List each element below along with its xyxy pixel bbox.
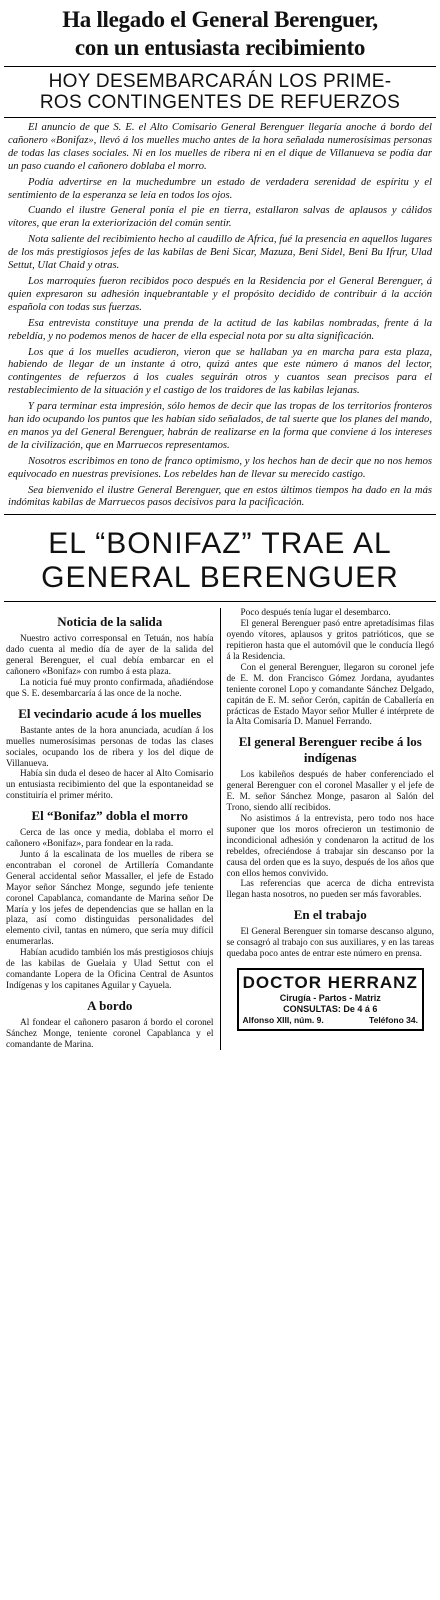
- main-headline-line1: Ha llegado el General Berenguer,: [62, 7, 378, 32]
- section-heading: A bordo: [87, 997, 133, 1013]
- column-paragraph: Bastante antes de la hora anunciada, acudían á los muelles numerosísimas personas de todas las clases sociales, ocupando los de ribera y los del dique de Villanueva.: [6, 725, 214, 769]
- column-paragraph: Nuestro activo corresponsal en Tetuán, nos había dado cuenta al medio día de ayer de la salida del general Berenguer, el cual debía embarcar en el cañonero «Bonifaz» con rumbo á esta plaza.: [6, 634, 214, 678]
- lead-paragraph: El anuncio de que S. E. el Alto Comisario General Berenguer llegaría anoche á bordo del cañonero «Bonifaz», llevó á los muelles mucho antes de la hora señalada numerosísimas personas de todas las clases sociales. Ni en los muelles de ribera ni en el dique de Villanueva se podía dar un paso cuando el cañonero doblaba el morro.: [8, 122, 432, 172]
- column-paragraph: Las referencias que acerca de dicha entrevista llegan hasta nosotros, no pueden ser más favorables.: [226, 879, 434, 901]
- second-headline-line1: EL “BONIFAZ” TRAE AL: [48, 527, 392, 561]
- subheadline: [4, 71, 436, 113]
- column-paragraph: Junto á la escalinata de los muelles de ribera se encontraban el coronel de Artillería Comandante General accidental señor Massaller, el jefe de Estado Mayor señor Sánchez Monge, segundo jefe teniente coronel Capablanca, comandante de Marina señor De María y los jefes de dependencias que se hallan en la plaza, así como distinguidas personalidades del elemento civil, tantas en número, que sería muy difícil enumerarlas.: [6, 849, 214, 948]
- ad-specialties: Cirugía - Partos - Matriz: [279, 992, 381, 1003]
- ad-phone: Teléfono 34.: [369, 1014, 418, 1025]
- divider: [4, 514, 436, 515]
- column-paragraph: Al fondear el cañonero pasaron á bordo el coronel Sánchez Monge, teniente coronel Capablanca y el comandante de Marina.: [6, 1017, 214, 1050]
- section-heading: El “Bonifaz” dobla el morro: [31, 808, 188, 824]
- lead-paragraph: Sea bienvenido el ilustre General Berenguer, que en estos últimos tiempos ha dado en la más indómitas kabilas de Marruecos pasos decisivos para la pacificación.: [8, 484, 432, 509]
- lead-paragraph: Los que á los muelles acudieron, vieron que se hallaban ya en marcha para esta plaza, habiendo de llegar de un instante á otro, quizá antes que este número á manos del lector, contingentes de refuerzos á los cuales seguirán otros y cuantos sean precisos para el restablecimiento de la situación y el castigo de los traidores de las kabilas lejanas.: [8, 346, 432, 397]
- column-paragraph: La noticia fué muy pronto confirmada, añadiéndose que S. E. desembarcaría á las once de la noche.: [6, 678, 214, 699]
- lead-article: [8, 122, 432, 510]
- section-heading: Noticia de la salida: [57, 614, 163, 630]
- lead-paragraph: Esa entrevista constituye una prenda de la actitud de las kabilas nombradas, frente á la rebeldía, y no podemos menos de hacer de ella especial nota por su alta significación.: [8, 317, 432, 342]
- subheadline-line1: HOY DESEMBARCARÁN LOS PRIME-: [48, 71, 392, 92]
- divider: [4, 66, 436, 67]
- left-column: [6, 608, 221, 1050]
- section-heading: El vecindario acude á los muelles: [18, 705, 202, 721]
- ad-name: DOCTOR HERRANZ: [242, 972, 418, 992]
- lead-paragraph: Nosotros escribimos en tono de franco optimismo, y los hechos han de decir que no nos hemos equivocado en nuestras previsiones. Los rebeldes han de llevar su merecido castigo.: [8, 455, 432, 480]
- lead-paragraph: Los marroquíes fueron recibidos poco después en la Residencia por el General Berenguer, á quien expresaron su adhesión inquebrantable y el propósito decidido de contribuir á la acción española con todas sus fuerzas.: [8, 275, 432, 313]
- lead-paragraph: Cuando el ilustre General ponía el pie en tierra, estallaron salvas de aplausos y cálidos vítores, que eran la exteriorización del común sentir.: [8, 205, 432, 230]
- column-paragraph: Poco después tenía lugar el desembarco.: [240, 608, 391, 619]
- column-paragraph: El general Berenguer pasó entre apretadísimas filas oyendo vítores, aplausos y gritos patrióticos, que se repitieron hasta que el automóvil que le conducía llegó á la Residencia.: [226, 619, 434, 662]
- column-paragraph: Habían acudido también los más prestigiosos chiujs de las kabilas de Guelaia y Ulad Settut con el comandante Lopera de la Oficina Central de Asuntos Indígenas y los capitanes Aguilar y Cayuela.: [6, 948, 214, 991]
- doctor-advertisement: [237, 968, 425, 1031]
- column-paragraph: No asistimos á la entrevista, pero todo nos hace suponer que los moros ofrecieron un testimonio de incondicional adhesión y condenaron la actitud de los rebeldes, ofreciéndose á trabajar sin descanso por la causa del orden que es la suyo, después de los años que con ellos hemos convivido.: [226, 813, 434, 879]
- column-paragraph: Había sin duda el deseo de hacer al Alto Comisario un entusiasta recibimiento del que la espontaneidad se constituiría el primer mérito.: [6, 769, 214, 802]
- article-columns: [6, 608, 434, 1050]
- column-paragraph: Los kabileños después de haber conferenciado el general Berenguer con el coronel Masaller y el jefe de E. M. señor Sánchez Monge, pasaron al Salón del Trono, siendo allí recibidos.: [226, 770, 434, 814]
- main-headline-line2: con un entusiasta recibimiento: [74, 35, 366, 60]
- lead-paragraph: Podía advertirse en la muchedumbre un estado de verdadera serenidad de espíritu y el sentimiento de la esperanza se leía en todos los ojos.: [8, 176, 432, 201]
- divider: [4, 117, 436, 118]
- section-heading: El general Berenguer recibe á los indígenas: [238, 734, 422, 766]
- subheadline-line2: ROS CONTINGENTES DE REFUERZOS: [39, 92, 401, 113]
- lead-paragraph: Nota saliente del recibimiento hecho al caudillo de Africa, fué la presencia en aquellos lugares de los más prestigiosos jefes de las kabilas de Beni Sicar, Mazuza, Beni Sidel, Beni Bu Ifrur, Ulad Settut, Ulat Chaid y otras.: [8, 234, 432, 272]
- divider: [4, 601, 436, 602]
- second-headline: [4, 527, 436, 595]
- lead-paragraph: Y para terminar esta impresión, sólo hemos de decir que las tropas de los territorios fronteros han ido ocupando los puntos que les habían sido señalados, de tal suerte que los planes del mando, en manos ya del General Berenguer, habrán de realizarse en la forma que conviene á los intereses de la civilización, que en Marruecos representamos.: [8, 401, 432, 451]
- second-headline-line2: GENERAL BERENGUER: [41, 561, 399, 595]
- ad-address: Alfonso XIII, núm. 9.: [242, 1014, 324, 1025]
- main-headline: [4, 6, 436, 62]
- ad-contact-row: [243, 1015, 419, 1026]
- column-paragraph: Cerca de las once y media, doblaba el morro el cañonero «Bonifaz», para fondear en la rada.: [6, 828, 214, 850]
- column-paragraph: El General Berenguer sin tomarse descanso alguno, se consagró al trabajo con sus auxiliares, y en las tareas quedaba poco antes de entrar este número en prensa.: [226, 927, 434, 960]
- section-heading: En el trabajo: [293, 907, 367, 923]
- column-paragraph: Con el general Berenguer, llegaron su coronel jefe de E. M. don Francisco Gómez Jordana, ayudantes teniente coronel Lopo y comandante Sánchez Delgado, capitán de E. M. señor Cerón, capitán de Caballería en prácticas de Estado Mayor señor Muller é intérprete de la Alta Comisaría D. Manuel Ferrando.: [226, 662, 434, 728]
- ad-hours: CONSULTAS: De 4 á 6: [283, 1003, 378, 1014]
- right-column: [221, 608, 435, 1050]
